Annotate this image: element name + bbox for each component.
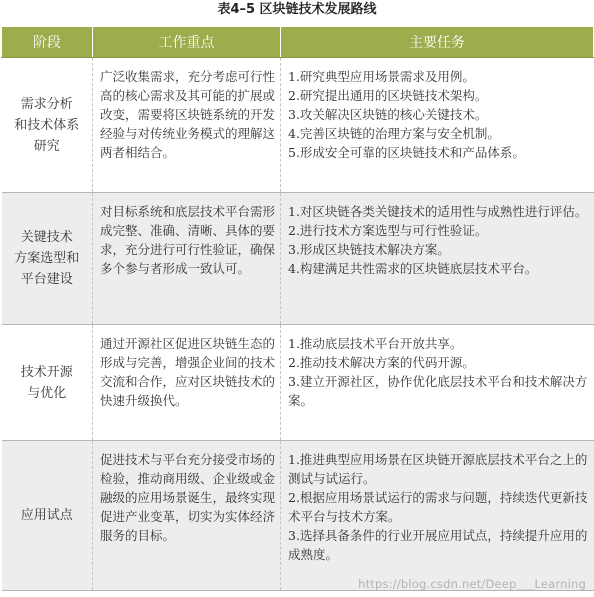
stage-line: 技术开源 (20, 364, 73, 380)
stage-line: 关键技术 (20, 230, 73, 245)
header-focus: 工作重点 (93, 27, 281, 58)
table-row (2, 58, 594, 193)
stage-cell (2, 325, 93, 441)
task-item: 4.构建满足共性需求的区块链底层技术平台。 (288, 261, 538, 276)
header-tasks: 主要任务 (281, 27, 594, 58)
task-item: 3.建立开源社区，协作优化底层技术平台和技术解决方案。 (288, 374, 588, 408)
tasks-cell (281, 193, 594, 325)
table-row (2, 441, 594, 591)
task-item: 1.对区块链各类关键技术的适用性与成熟性进行评估。 (288, 204, 588, 219)
stage-line: 平台建设 (20, 272, 73, 287)
table-row (2, 193, 594, 325)
header-stage: 阶段 (2, 27, 93, 58)
focus-cell: 促进技术与平台充分接受市场的检验，推动商用级、企业级或金融级的应用场景诞生，最终实现促进产业变革，切实为实体经济服务的目标。 (93, 441, 281, 591)
stage-line: 研究 (33, 138, 60, 154)
task-item: 3.选择具备条件的行业开展应用试点，持续提升应用的成熟度。 (288, 528, 588, 562)
task-item: 2.研究提出通用的区块链技术架构。 (288, 88, 488, 103)
stage-cell (2, 58, 93, 193)
stage-line: 和技术体系 (14, 117, 80, 133)
task-item: 2.推动技术解决方案的代码开源。 (288, 355, 475, 370)
roadmap-table (1, 26, 594, 591)
task-item: 4.完善区块链的治理方案与安全机制。 (288, 126, 500, 141)
task-item: 1.推动底层技术平台开放共享。 (288, 336, 463, 351)
stage-line: 方案选型和 (14, 251, 80, 266)
focus-cell: 对目标系统和底层技术平台需形成完整、准确、清晰、具体的要求，充分进行可行性验证，确保多个参与者形成一致认可。 (93, 193, 281, 325)
stage-line: 需求分析 (20, 96, 73, 112)
task-item: 5.形成安全可靠的区块链技术和产品体系。 (288, 145, 525, 160)
stage-line: 与优化 (27, 385, 67, 401)
table-caption: 表4–5 区块链技术发展路线 (217, 2, 377, 17)
task-item: 1.研究典型应用场景需求及用例。 (288, 69, 475, 84)
task-item: 3.攻关解决区块链的核心关键技术。 (288, 107, 488, 122)
stage-cell (2, 441, 93, 591)
table-row (2, 325, 594, 441)
focus-cell: 广泛收集需求，充分考虑可行性高的核心需求及其可能的扩展或改变，需要将区块链系统的开发经验与对传统业务模式的理解这两者相结合。 (93, 58, 281, 193)
stage-line: 应用试点 (20, 508, 73, 523)
table-header-row (2, 27, 594, 58)
watermark-text: https://blog.csdn.net/Deep___Learning (358, 577, 586, 591)
tasks-cell (281, 58, 594, 193)
focus-cell: 通过开源社区促进区块链生态的形成与完善，增强企业间的技术交流和合作，应对区块链技术的快速升级换代。 (93, 325, 281, 441)
task-item: 2.进行技术方案选型与可行性验证。 (288, 223, 488, 238)
tasks-cell (281, 325, 594, 441)
task-item: 2.根据应用场景试运行的需求与问题，持续迭代更新技术平台与技术方案。 (288, 490, 588, 524)
task-item: 1.推进典型应用场景在区块链开源底层技术平台之上的测试与试运行。 (288, 452, 588, 486)
task-item: 3.形成区块链技术解决方案。 (288, 242, 450, 257)
stage-cell (2, 193, 93, 325)
tasks-cell (281, 441, 594, 591)
